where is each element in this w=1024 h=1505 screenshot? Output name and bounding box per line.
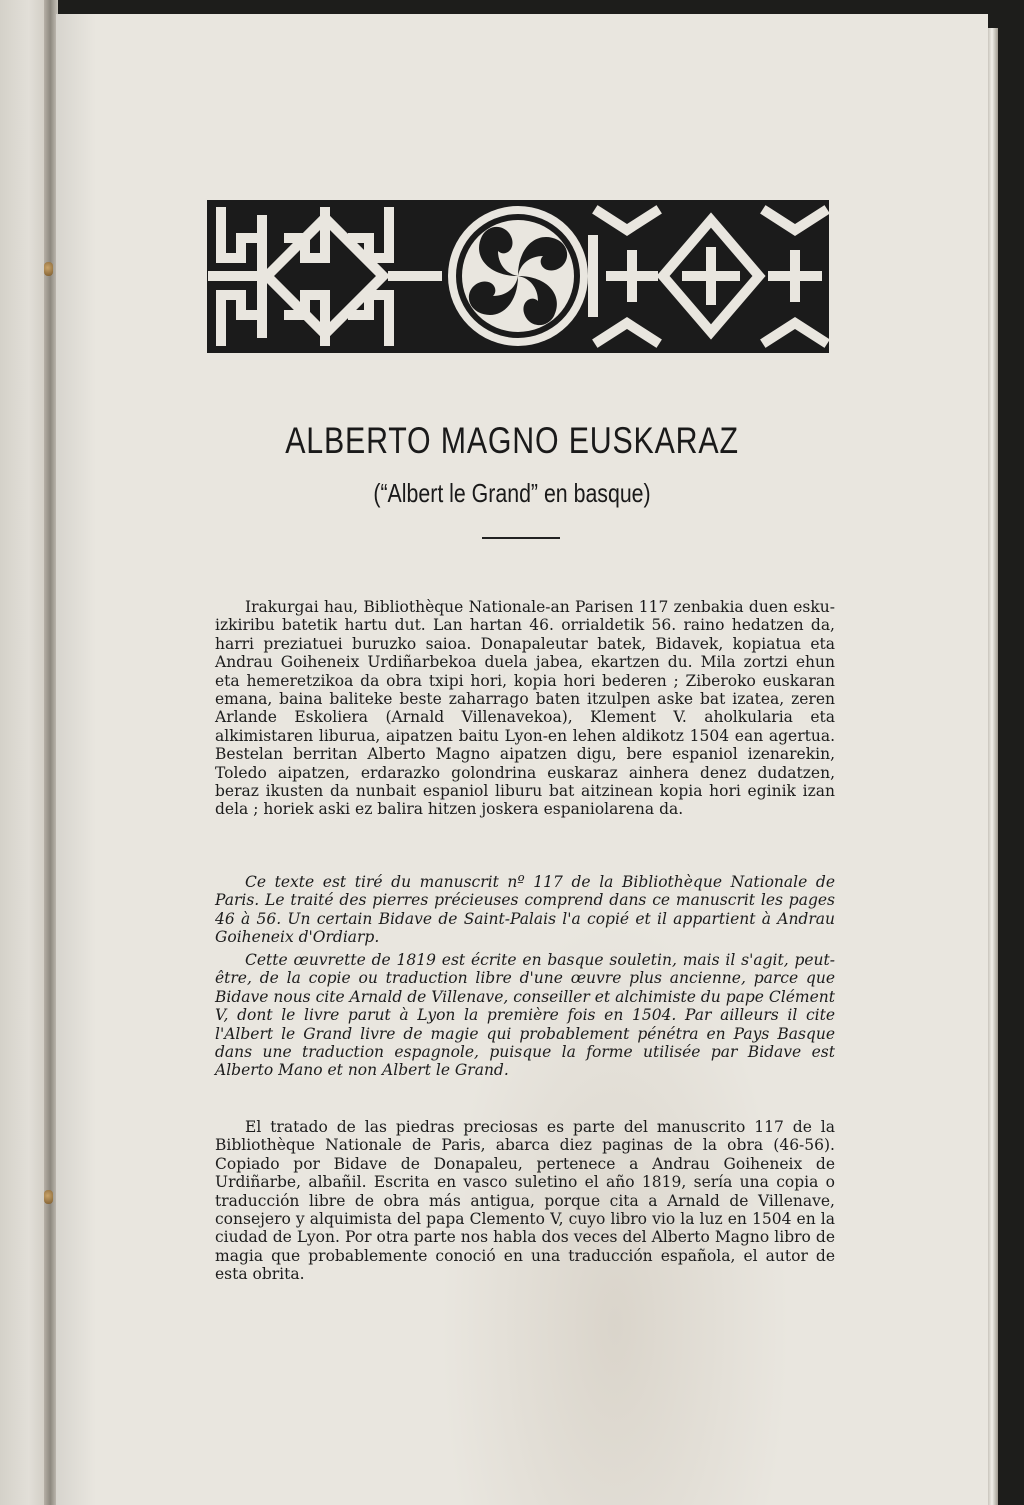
paragraph-french-2: Cette œuvrette de 1819 est écrite en basque souletin, mais il s'agit, peut-être, de la copie ou traduction libre d'une œuvre plus ancienne, parce que Bidave nous cite Arnald de Villenave, conseiller et alchimiste du pape Clément V, dont le livre parut à Lyon la première fois en 1504. Par ailleurs il cite l'Albert le Grand livre de magie qui probablement pénétra en Pays Basque dans une traduction espagnole, puisque la forme utilisée par Bidave est Alberto Mano et non Albert le Grand. [215, 951, 835, 1080]
paragraph-french-1: Ce texte est tiré du manuscrit nº 117 de la Bibliothèque Nationale de Paris. Le traité des pierres précieuses comprend dans ce manuscrit les pages 46 à 56. Un certain Bidave de Saint-Palais l'a copié et il appartient à Andrau Goiheneix d'Ordiarp. [215, 873, 835, 947]
basque-ornament-banner [207, 200, 829, 353]
paragraph-spanish: El tratado de las piedras preciosas es parte del manuscrito 117 de la Bibliothèque Nationale de Paris, abarca diez paginas de la obra (46-56). Copiado por Bidave de Donapaleu, pertenece a Andrau Goiheneix de Urdiñarbe, albañil. Escrita en vasco suletino el año 1819, sería una copia o traducción libre de obra más antigua, porque cita a Arnald de Villenave, consejero y alquimista del papa Clemento V, cuyo libro vio la luz en 1504 en la ciudad de Lyon. Por otra parte nos habla dos veces del Alberto Magno libro de magia que probablemente conoció en una traducción española, el autor de esta obrita. [215, 1118, 835, 1284]
staple [44, 1190, 53, 1204]
facing-page-edge [0, 0, 48, 1505]
page-title: ALBERTO MAGNO EUSKARAZ [285, 420, 739, 461]
page-subtitle: (“Albert le Grand” en basque) [373, 478, 651, 508]
paragraph-basque: Irakurgai hau, Bibliothèque Nationale-an Parisen 117 zenbakia duen esku-izkiribu batetik hartu dut. Lan hartan 46. orrialdetik 56. raino hedatzen da, harri preziatuei buruzko saioa. Donapaleutar batek, Bidavek, kopiatua eta Andrau Goiheneix Urdiñarbekoa duela jabea, ekartzen du. Mila zortzi ehun eta hemeretzikoa da obra txipi hori, kopia hori bederen ; Ziberoko euskaran emana, baina baliteke beste zaharrago baten itzulpen aske bat izatea, zeren Arlande Eskoliera (Arnald Villenavekoa), Klement V. aholkularia eta alkimistaren liburua, aipatzen baitu Lyon-en lehen aldikotz 1504 ean agertua. Bestelan berritan Alberto Magno aipatzen digu, bere espaniol izenarekin, Toledo aipatzen, erdarazko golondrina euskaraz ainhera denez dudatzen, beraz ikusten da nunbait espaniol liburu bat aitzinean kopia hori eginik izan dela ; horiek aski ez balira hitzen joskera espaniolarena da. [215, 598, 835, 819]
page-stack-edge [988, 28, 998, 1505]
staple [44, 262, 53, 276]
title-divider [482, 537, 560, 539]
